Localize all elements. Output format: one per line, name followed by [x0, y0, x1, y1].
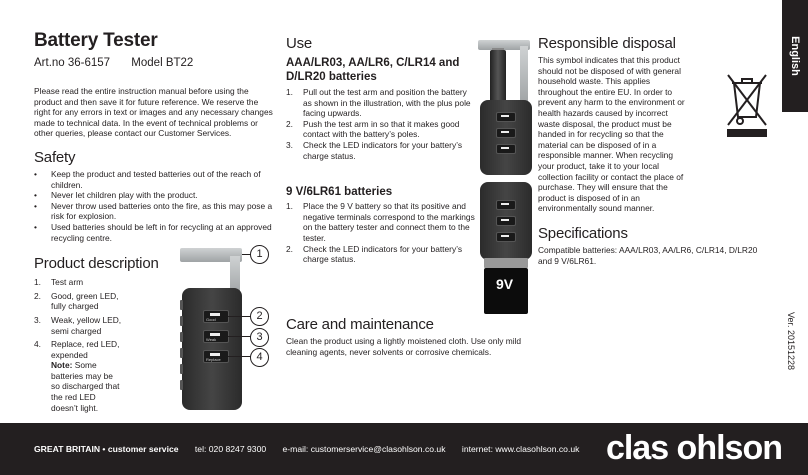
- list-item: 2. Check the LED indicators for your battery’s charge status.: [286, 243, 463, 265]
- column-disposal: [538, 35, 760, 266]
- care-heading: Care and maintenance: [286, 316, 434, 333]
- list-item: 1. Test arm: [34, 277, 84, 288]
- footer-contact: [34, 444, 579, 454]
- column-use: [286, 35, 476, 265]
- footer-email: e-mail: customerservice@clasohlson.co.uk: [282, 444, 446, 454]
- tester-body: [182, 288, 242, 410]
- list-item: 3. Check the LED indicators for your battery’s charge status.: [286, 139, 463, 161]
- led-good: Good: [203, 310, 229, 323]
- nine-volt-steps: [286, 201, 476, 265]
- tester-illustration-parts: [178, 248, 288, 413]
- list-item: 1. Pull out the test arm and position the battery as shown in the illustration, with the plus pole facing upwards.: [286, 87, 471, 119]
- list-item: • Used batteries should be left in for recycling at an approved recycling centre.: [34, 222, 274, 243]
- tester-illustration-aa: [476, 40, 536, 175]
- article-number: Art.no 36-6157: [34, 57, 111, 69]
- use-heading: Use: [286, 35, 313, 52]
- product-description-list: [34, 277, 124, 413]
- model-number: Model BT22: [131, 57, 194, 69]
- list-item: • Keep the product and tested batteries out of the reach of children.: [34, 169, 274, 190]
- nine-volt-heading: 9 V/6LR61 batteries: [286, 186, 393, 199]
- footer-country: GREAT BRITAIN • customer service: [34, 444, 179, 454]
- callout-3: 3: [250, 328, 269, 347]
- disposal-text: This symbol indicates that this product should not be disposed of with general household waste. This applies throughout the entire EU. In order to prevent any harm to the environment or health hazards caused by incorrect waste disposal, the product must be handed in for recycling so that the material can be disposed of in a responsible manner. When recycling your product, take it to your local collection facility or contact the place of purchase. They will ensure that the product is disposed of in an environmentally sound manner.: [538, 55, 685, 214]
- safety-heading: Safety: [34, 148, 76, 166]
- footer-internet: internet: www.clasohlson.co.uk: [461, 444, 580, 454]
- product-description-heading: Product description: [34, 255, 159, 273]
- aa-battery: [490, 50, 506, 106]
- specifications-heading: Specifications: [538, 224, 628, 242]
- crossed-out-wheelie-bin-icon: [724, 69, 770, 142]
- brand-logo: clas ohlson: [605, 429, 782, 467]
- list-item: • Never let children play with the product.: [34, 190, 274, 201]
- care-text: Clean the product using a lightly moistened cloth. Use only mild cleaning agents, never solvents or corrosive chemicals.: [286, 336, 522, 357]
- intro-text: Please read the entire instruction manual before using the product and then save it for future reference. We reserve the right for any errors in text or images and any necessary changes made to technical data. In the event of technical problems or other queries, please contact our Customer Services.: [34, 86, 273, 139]
- article-info: [34, 57, 274, 69]
- version-label: Ver. 20151228: [786, 311, 796, 370]
- callout-2: 2: [250, 307, 269, 326]
- led-weak: Weak: [203, 330, 229, 343]
- aa-steps: [286, 87, 476, 161]
- care-section: [286, 316, 526, 357]
- language-tab: English: [782, 0, 808, 112]
- list-item: 4. Replace, red LED, expended Note: Some batteries may be so discharged that the red LED doesn’t light.: [34, 339, 120, 413]
- footer-tel: tel: 020 8247 9300: [194, 444, 267, 454]
- aa-batteries-heading: AAA/LR03, AA/LR6, C/LR14 and D/LR20 batteries: [286, 57, 460, 83]
- safety-list: [34, 169, 274, 243]
- nine-volt-battery: 9V: [484, 268, 528, 314]
- page-title: Battery Tester: [34, 30, 158, 51]
- list-item: • Never throw used batteries onto the fire, as this may pose a risk for explosion.: [34, 201, 274, 222]
- callout-1: 1: [250, 245, 269, 264]
- disposal-heading: Responsible disposal: [538, 35, 676, 52]
- specifications-text: Compatible batteries: AAA/LR03, AA/LR6, C/LR14, D/LR20 and 9 V/6LR61.: [538, 244, 758, 266]
- callout-4: 4: [250, 348, 269, 367]
- list-item: 2. Push the test arm in so that it makes good contact with the battery’s poles.: [286, 118, 460, 140]
- footer: [0, 423, 808, 475]
- tester-illustration-9v: [476, 182, 536, 317]
- list-item: 2. Good, green LED, fully charged: [34, 290, 119, 312]
- led-replace: Replace: [203, 350, 229, 363]
- list-item: 3. Weak, yellow LED, semi charged: [34, 314, 122, 336]
- list-item: 1. Place the 9 V battery so that its positive and negative terminals correspond to the markings on the battery tester and connect them to the tester.: [286, 201, 475, 243]
